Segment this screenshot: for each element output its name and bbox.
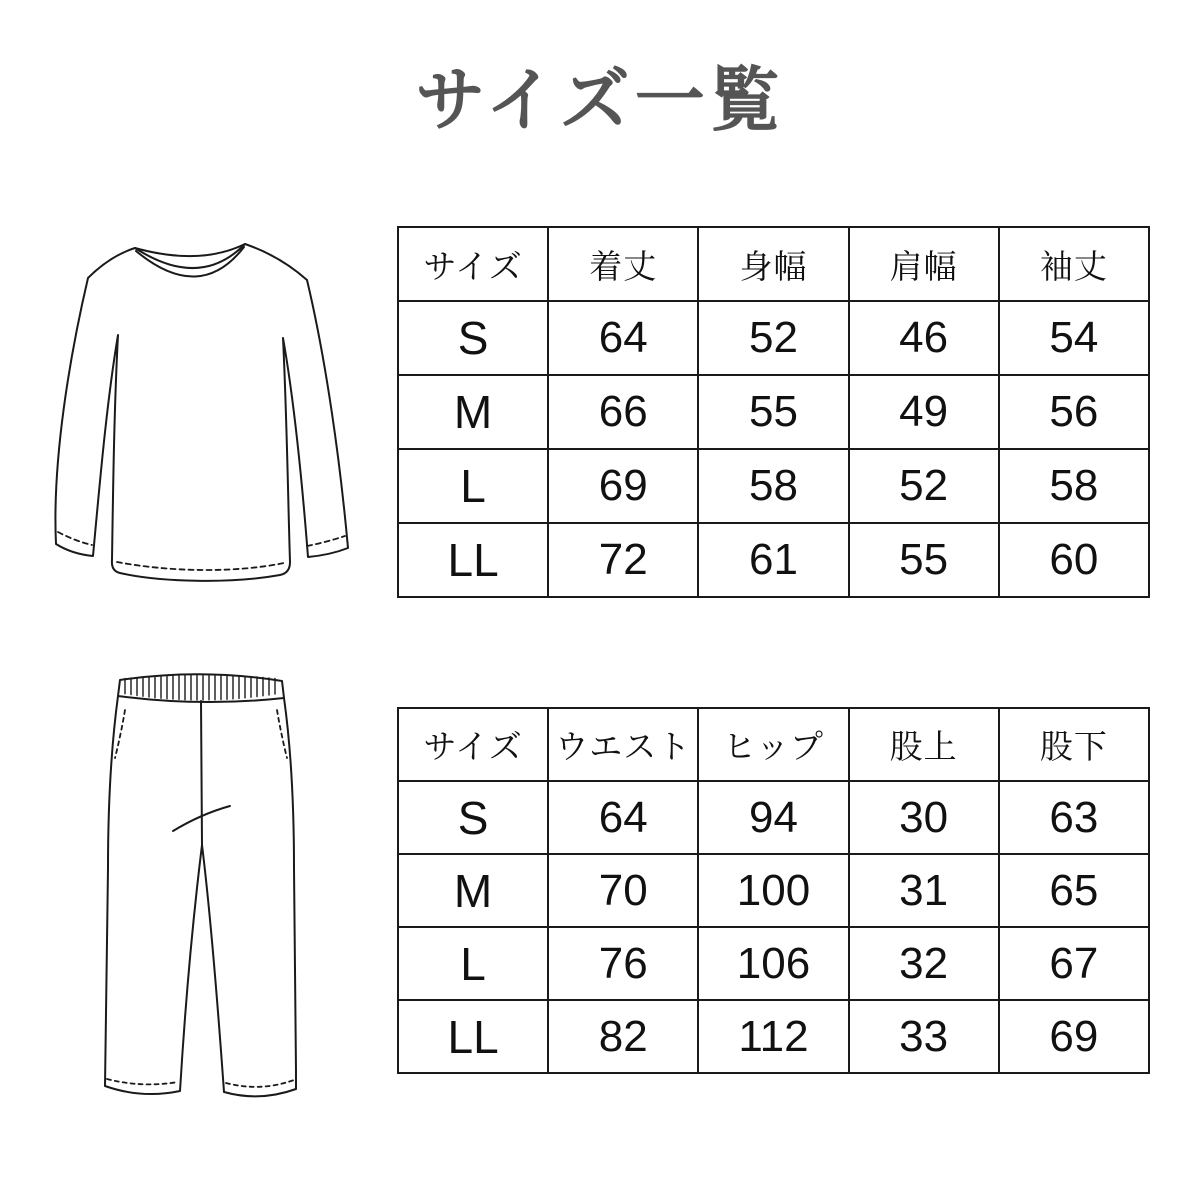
table-row (398, 523, 1149, 597)
measurement-value: 106 (698, 927, 848, 1000)
pants-center-front-line (201, 701, 202, 845)
measurement-value: 69 (548, 449, 698, 523)
column-header-shoulder-width: 肩幅 (849, 227, 999, 301)
size-label: S (398, 301, 548, 375)
measurement-value: 58 (999, 449, 1149, 523)
measurement-value: 56 (999, 375, 1149, 449)
size-label: L (398, 927, 548, 1000)
measurement-value: 76 (548, 927, 698, 1000)
column-header-rise: 股上 (849, 708, 999, 781)
table-row (398, 301, 1149, 375)
measurement-value: 65 (999, 854, 1149, 927)
measurement-value: 94 (698, 781, 848, 854)
measurement-value: 67 (999, 927, 1149, 1000)
table-row (398, 1000, 1149, 1073)
measurement-value: 60 (999, 523, 1149, 597)
measurement-value: 52 (849, 449, 999, 523)
measurement-value: 64 (548, 301, 698, 375)
measurement-value: 61 (698, 523, 848, 597)
measurement-value: 32 (849, 927, 999, 1000)
measurement-value: 49 (849, 375, 999, 449)
tops-size-table (397, 226, 1150, 598)
table-row (398, 854, 1149, 927)
measurement-value: 54 (999, 301, 1149, 375)
size-label: M (398, 375, 548, 449)
measurement-value: 100 (698, 854, 848, 927)
measurement-value: 112 (698, 1000, 848, 1073)
column-header-length: 着丈 (548, 227, 698, 301)
table-header-row (398, 227, 1149, 301)
table-row (398, 927, 1149, 1000)
measurement-value: 55 (698, 375, 848, 449)
column-header-body-width: 身幅 (698, 227, 848, 301)
measurement-value: 52 (698, 301, 848, 375)
measurement-value: 63 (999, 781, 1149, 854)
measurement-value: 66 (548, 375, 698, 449)
table-row (398, 781, 1149, 854)
measurement-value: 33 (849, 1000, 999, 1073)
column-header-hip: ヒップ (698, 708, 848, 781)
measurement-value: 31 (849, 854, 999, 927)
measurement-value: 58 (698, 449, 848, 523)
size-label: S (398, 781, 548, 854)
measurement-value: 30 (849, 781, 999, 854)
table-row (398, 375, 1149, 449)
pants-illustration (85, 668, 320, 1138)
measurement-value: 70 (548, 854, 698, 927)
measurement-value: 64 (548, 781, 698, 854)
page-title: サイズ一覧 (415, 61, 785, 139)
measurement-value: 69 (999, 1000, 1149, 1073)
column-header-inseam: 股下 (999, 708, 1149, 781)
measurement-value: 82 (548, 1000, 698, 1073)
column-header-waist: ウエスト (548, 708, 698, 781)
table-row (398, 449, 1149, 523)
column-header-size: サイズ (398, 708, 548, 781)
shirt-body-outline (55, 244, 348, 581)
measurement-value: 55 (849, 523, 999, 597)
measurement-value: 46 (849, 301, 999, 375)
size-label: M (398, 854, 548, 927)
size-label: LL (398, 1000, 548, 1073)
column-header-size: サイズ (398, 227, 548, 301)
long-sleeve-shirt-illustration (40, 240, 355, 585)
column-header-sleeve-length: 袖丈 (999, 227, 1149, 301)
size-label: LL (398, 523, 548, 597)
bottoms-size-table (397, 707, 1150, 1074)
size-label: L (398, 449, 548, 523)
measurement-value: 72 (548, 523, 698, 597)
table-header-row (398, 708, 1149, 781)
